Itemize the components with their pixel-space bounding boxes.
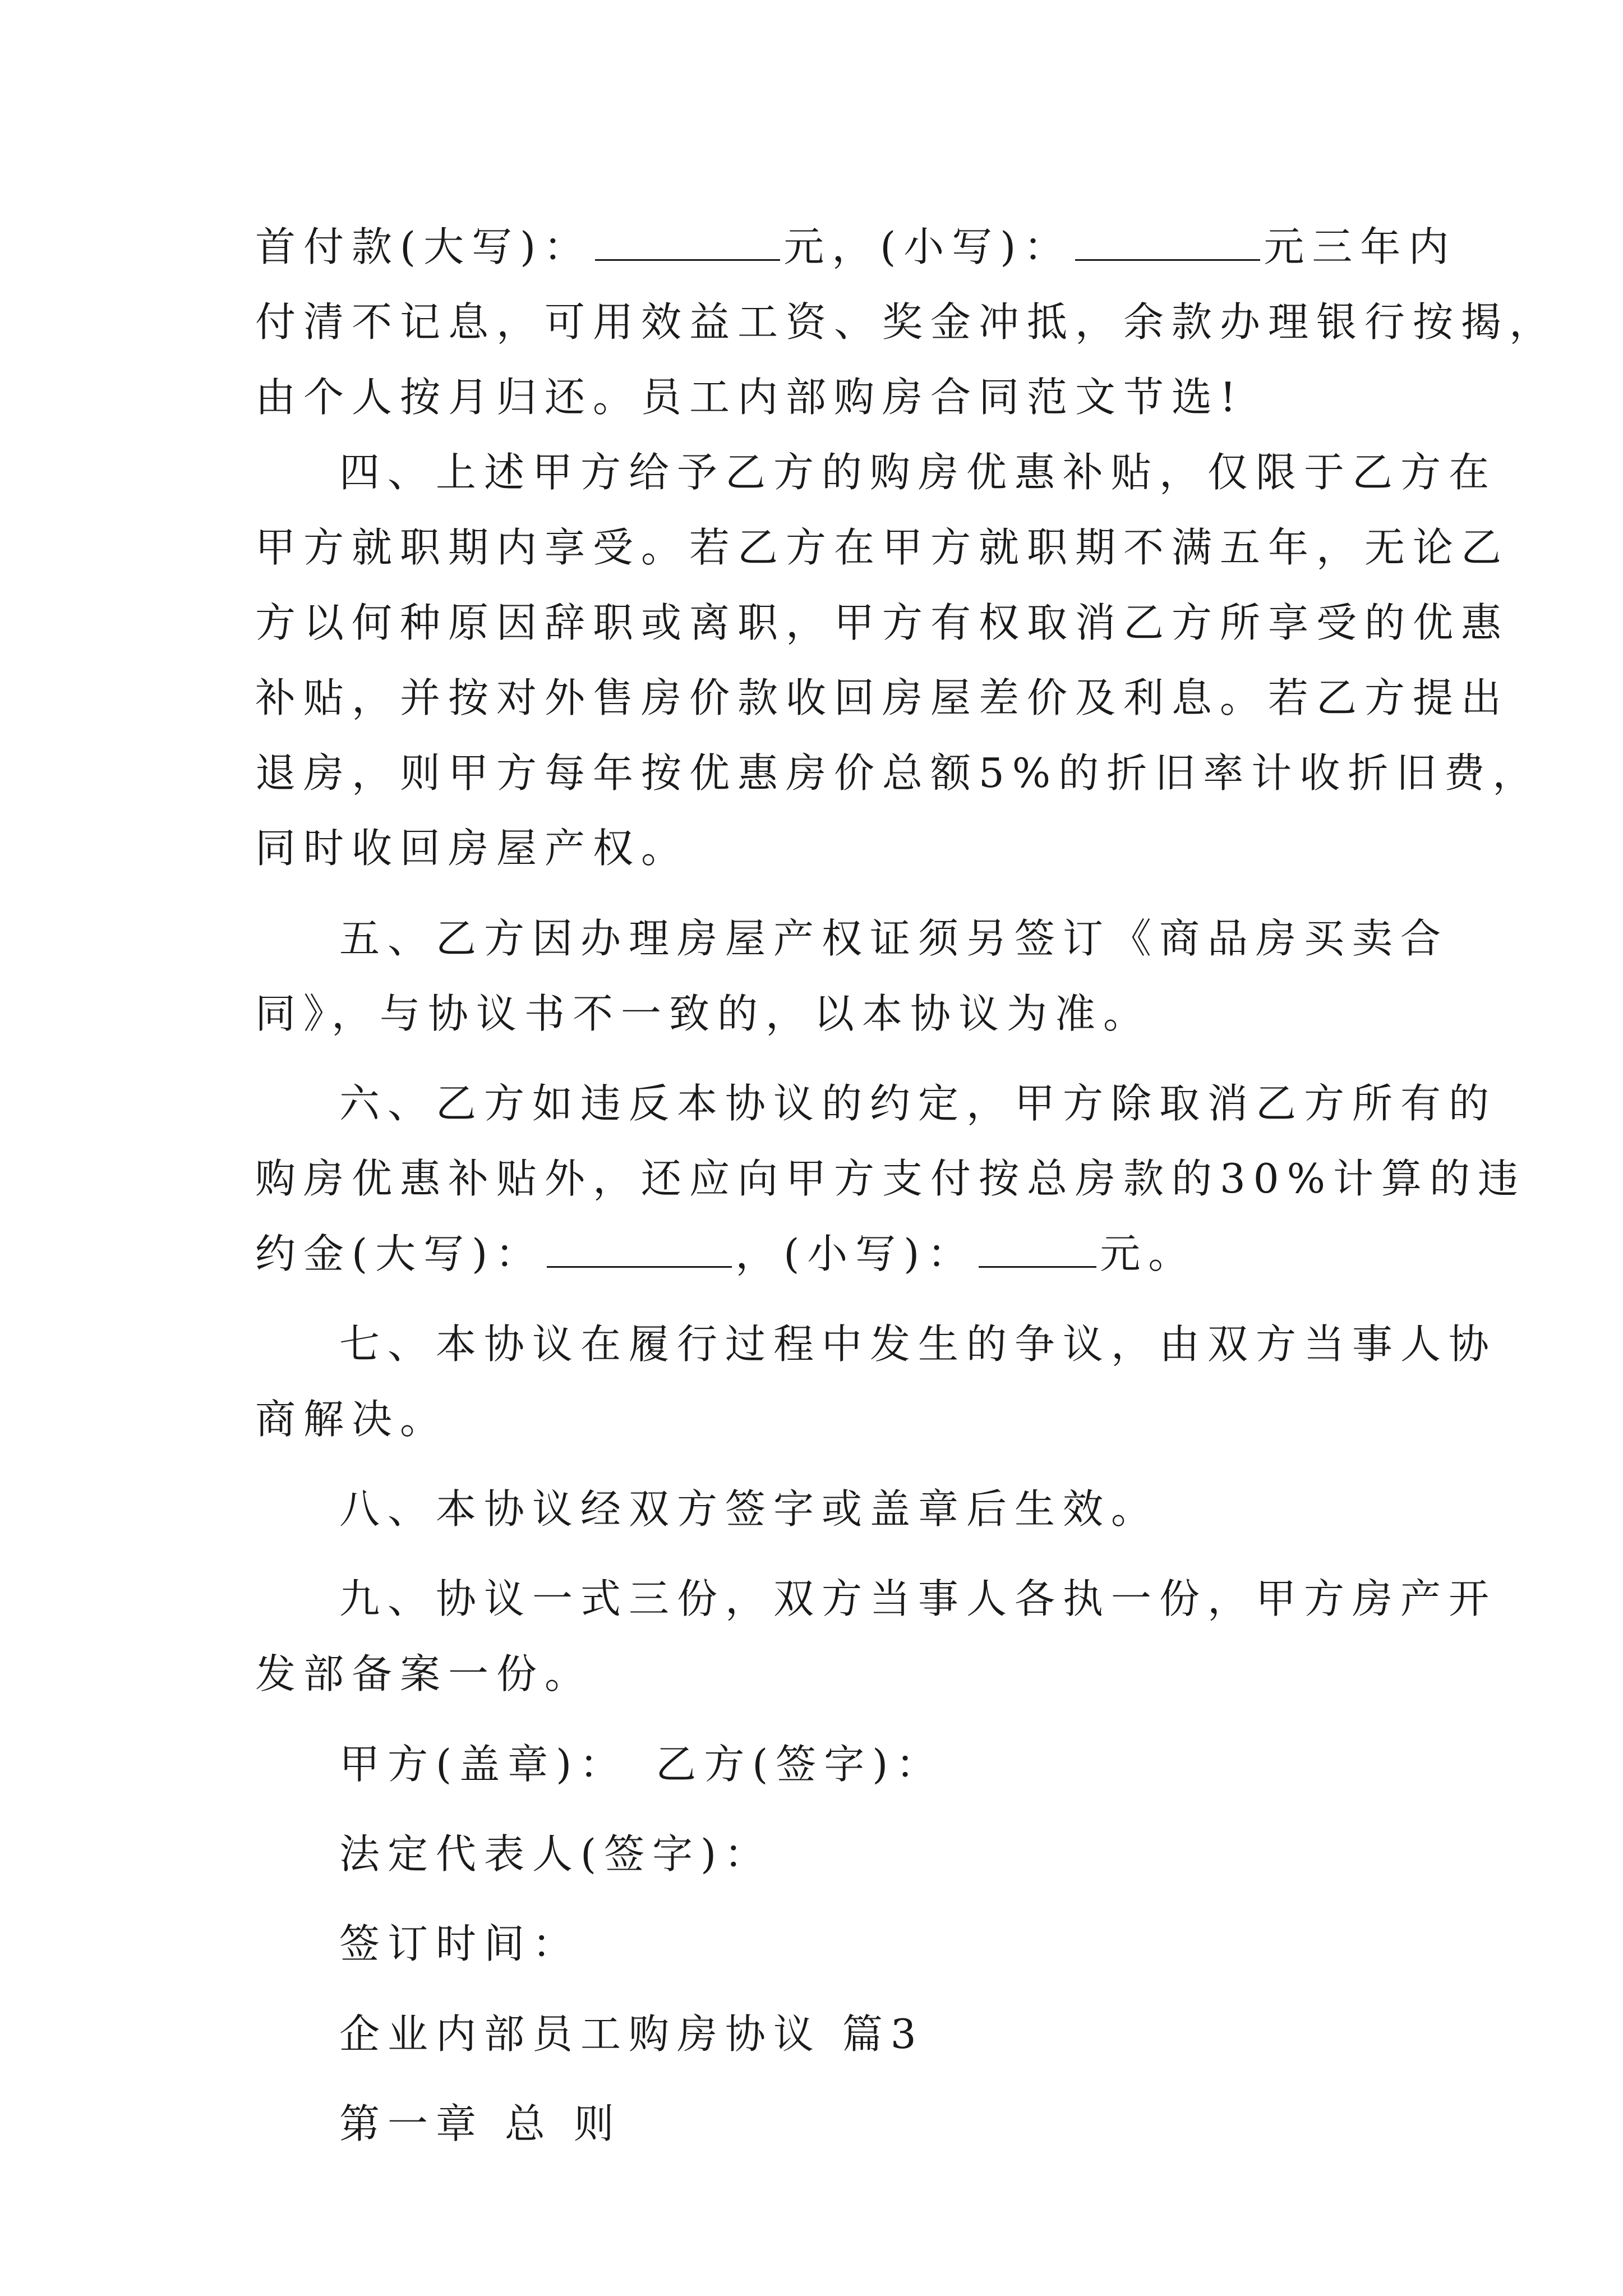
down-payment-lowercase-label: 元，(小写)： bbox=[783, 223, 1072, 270]
clause-6-line-3 bbox=[0, 1214, 1623, 1293]
party-a-seal-label: 甲方(盖章)： bbox=[339, 1741, 628, 1788]
penalty-label: 约金(大写)： bbox=[255, 1230, 544, 1277]
clause-4-line-3: 方以何种原因辞职或离职，甲方有权取消乙方所享受的优惠 bbox=[255, 599, 1510, 646]
down-payment-label: 首付款(大写)： bbox=[255, 223, 592, 270]
clause-9-line-2: 发部备案一份。 bbox=[255, 1650, 593, 1697]
penalty-unit-text: 元。 bbox=[1100, 1230, 1197, 1277]
clause-4-line-1: 四、上述甲方给予乙方的购房优惠补贴，仅限于乙方在 bbox=[339, 449, 1497, 496]
clause-4-line-6: 同时收回房屋产权。 bbox=[255, 825, 690, 872]
clause-8-line-1: 八、本协议经双方签字或盖章后生效。 bbox=[339, 1485, 1160, 1533]
clause-7-line-1: 七、本协议在履行过程中发生的争议，由双方当事人协 bbox=[339, 1320, 1497, 1368]
clause-7-line-2: 商解决。 bbox=[255, 1396, 449, 1443]
clause-5-line-1: 五、乙方因办理房屋产权证须另签订《商品房买卖合 bbox=[339, 915, 1449, 962]
chapter-title: 第一章 总 则 bbox=[339, 2100, 622, 2147]
paragraph-3-line-1 bbox=[0, 208, 1623, 286]
party-b-signature-label: 乙方(签字)： bbox=[656, 1741, 944, 1788]
signature-parties-line bbox=[0, 1725, 1623, 1803]
down-payment-lowercase-blank bbox=[1075, 224, 1260, 261]
legal-representative-line: 法定代表人(签字)： bbox=[339, 1830, 773, 1878]
penalty-uppercase-blank bbox=[547, 1231, 732, 1268]
clause-6-line-1: 六、乙方如违反本协议的约定，甲方除取消乙方所有的 bbox=[339, 1080, 1497, 1127]
penalty-lowercase-blank bbox=[979, 1231, 1096, 1268]
clause-4-line-2: 甲方就职期内享受。若乙方在甲方就职期不满五年，无论乙 bbox=[255, 524, 1510, 571]
clause-6-line-2: 购房优惠补贴外，还应向甲方支付按总房款的30%计算的违 bbox=[255, 1155, 1527, 1202]
signing-date-line: 签订时间： bbox=[339, 1920, 581, 1967]
down-payment-terms-text: 元三年内 bbox=[1264, 223, 1457, 270]
clause-4-line-5: 退房，则甲方每年按优惠房价总额5%的折旧率计收折旧费， bbox=[255, 749, 1541, 797]
clause-9-line-1: 九、协议一式三份，双方当事人各执一份，甲方房产开 bbox=[339, 1575, 1497, 1622]
down-payment-uppercase-blank bbox=[595, 224, 780, 261]
section-title: 企业内部员工购房协议 篇3 bbox=[339, 2010, 924, 2058]
penalty-lowercase-label: ，(小写)： bbox=[735, 1230, 976, 1277]
clause-4-line-4: 补贴，并按对外售房价款收回房屋差价及利息。若乙方提出 bbox=[255, 674, 1510, 721]
paragraph-3-line-3: 由个人按月归还。员工内部购房合同范文节选! bbox=[255, 374, 1244, 421]
clause-5-line-2: 同》，与协议书不一致的，以本协议为准。 bbox=[255, 990, 1152, 1037]
paragraph-3-line-2: 付清不记息，可用效益工资、奖金冲抵，余款办理银行按揭， bbox=[255, 298, 1558, 346]
